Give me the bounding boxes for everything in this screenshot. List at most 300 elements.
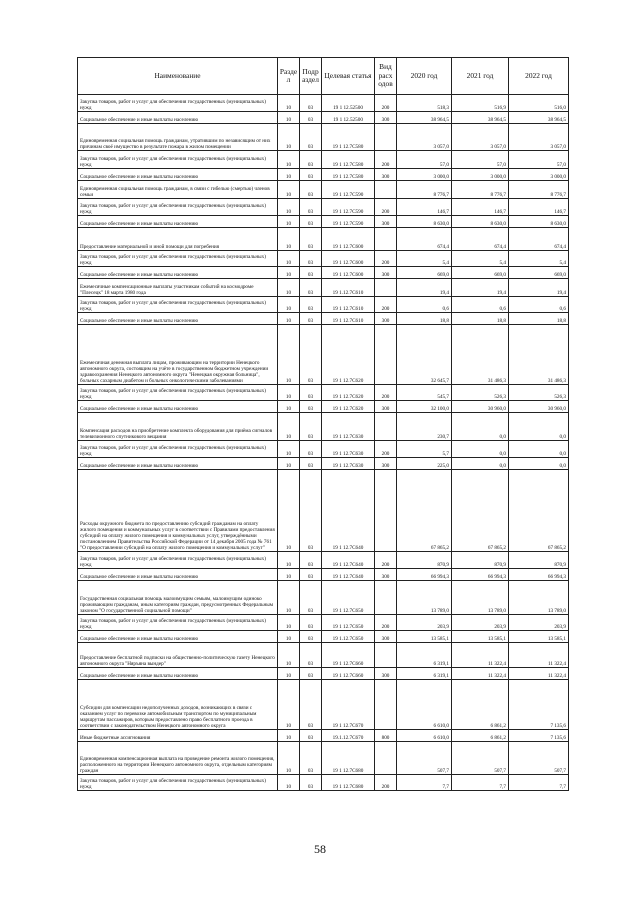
row-value-2020: 3 057,0: [397, 124, 452, 151]
row-target-article: 19 1 12.52500: [322, 95, 375, 112]
row-razdel: 10: [278, 279, 300, 297]
row-expense-type: 200: [375, 441, 397, 458]
row-razdel: 10: [278, 181, 300, 199]
row-value-2022: 0,0: [509, 413, 569, 441]
row-razdel: 10: [278, 643, 300, 668]
table-row: [78, 680, 569, 730]
row-value-2022: 507,7: [509, 742, 569, 775]
table-row: [78, 581, 569, 615]
table-row: [78, 401, 569, 413]
row-value-2021: 5,4: [452, 251, 509, 267]
row-name: Социальное обеспечение и иные выплаты населению: [78, 631, 278, 643]
row-value-2021: 0,6: [452, 297, 509, 313]
row-value-2021: 19,4: [452, 279, 509, 297]
table-row: [78, 169, 569, 181]
row-podrazdel: 03: [300, 112, 322, 124]
row-expense-type: [375, 470, 397, 552]
row-expense-type: 200: [375, 552, 397, 569]
row-name: Компенсация расходов на приобретение комплекта оборудования для приёма сигналов телевизионного спутникового вещания: [78, 413, 278, 441]
row-value-2022: 8 776,7: [509, 181, 569, 199]
row-razdel: 10: [278, 313, 300, 325]
header-2021: 2021 год: [452, 58, 509, 95]
row-podrazdel: 03: [300, 385, 322, 401]
row-name: Предоставление материальной и иной помощи для погребения: [78, 228, 278, 251]
row-expense-type: [375, 181, 397, 199]
row-value-2020: 19,4: [397, 279, 452, 297]
row-value-2021: 30 960,0: [452, 401, 509, 413]
row-razdel: 10: [278, 216, 300, 228]
row-razdel: 10: [278, 297, 300, 313]
row-name: Единовременная компенсационная выплата на проведение ремонта жилого помещения, расположенного на территории Ненецкого автономного округа, отдельным категориям граждан: [78, 742, 278, 775]
table-row: [78, 470, 569, 552]
row-podrazdel: 03: [300, 199, 322, 216]
row-name: Социальное обеспечение и иные выплаты населению: [78, 313, 278, 325]
row-razdel: 10: [278, 615, 300, 631]
row-value-2020: 18,8: [397, 313, 452, 325]
header-2020: 2020 год: [397, 58, 452, 95]
row-value-2022: 3 057,0: [509, 124, 569, 151]
row-expense-type: 300: [375, 169, 397, 181]
row-value-2022: 0,0: [509, 441, 569, 458]
row-name: Ежемесячные компенсационные выплаты участникам событий на космодроме "Плесецк" 18 марта 1980 года: [78, 279, 278, 297]
row-podrazdel: 03: [300, 668, 322, 680]
row-value-2022: 66 994,3: [509, 569, 569, 581]
row-name: Закупка товаров, работ и услуг для обеспечения государственных (муниципальных) нужд: [78, 615, 278, 631]
row-target-article: 19 1 12.7С580: [322, 151, 375, 169]
row-name: Предоставление бесплатной подписки на общественно-политическую газету Ненецкого автономного округа "Няръяна вындер": [78, 643, 278, 668]
row-target-article: 19 1 12.7С610: [322, 313, 375, 325]
row-razdel: 10: [278, 325, 300, 385]
row-podrazdel: 03: [300, 441, 322, 458]
table-row: [78, 643, 569, 668]
row-razdel: 10: [278, 668, 300, 680]
row-value-2020: 7,7: [397, 775, 452, 791]
row-value-2022: 669,0: [509, 267, 569, 279]
row-name: Социальное обеспечение и иные выплаты населению: [78, 458, 278, 470]
row-target-article: 19 1 12.7С620: [322, 385, 375, 401]
row-value-2021: 31 486,3: [452, 325, 509, 385]
row-target-article: 19 1 12.7С600: [322, 267, 375, 279]
row-expense-type: 300: [375, 267, 397, 279]
table-row: [78, 730, 569, 742]
table-row: [78, 631, 569, 643]
row-expense-type: [375, 325, 397, 385]
row-value-2022: 203,9: [509, 615, 569, 631]
row-value-2021: 11 322,4: [452, 668, 509, 680]
row-value-2020: 0,6: [397, 297, 452, 313]
row-name: Субсидии для компенсации недополученных доходов, возникающих в связи с оказанием услуг по перевозке автомобильным транспортом по муниципальным маршрутам пассажиров, которым предоставлено право бесплатного проезда в соответствии с законодательством Ненецкого автономного округа: [78, 680, 278, 730]
row-podrazdel: 03: [300, 124, 322, 151]
header-podrazdel: Подр аздел: [300, 58, 322, 95]
row-value-2020: 8 776,7: [397, 181, 452, 199]
row-name: Единовременная социальная помощь гражданам, в связи с гибелью (смертью) членов семьи: [78, 181, 278, 199]
table-row: [78, 251, 569, 267]
row-name: Социальное обеспечение и иные выплаты населению: [78, 216, 278, 228]
row-value-2022: 526,3: [509, 385, 569, 401]
row-value-2021: 3 057,0: [452, 124, 509, 151]
row-razdel: 10: [278, 124, 300, 151]
row-value-2020: 13 585,1: [397, 631, 452, 643]
row-value-2020: 6 319,1: [397, 643, 452, 668]
page-number: 58: [314, 842, 326, 856]
row-podrazdel: 03: [300, 267, 322, 279]
row-expense-type: 200: [375, 199, 397, 216]
row-value-2021: 146,7: [452, 199, 509, 216]
row-target-article: 19 1 12.7С640: [322, 569, 375, 581]
row-target-article: 19 1.12.7С610: [322, 279, 375, 297]
row-value-2022: 516,0: [509, 95, 569, 112]
row-value-2020: 6 319,1: [397, 668, 452, 680]
row-value-2020: 6 610,0: [397, 730, 452, 742]
row-razdel: 10: [278, 267, 300, 279]
row-razdel: 10: [278, 401, 300, 413]
row-value-2022: 7 135,6: [509, 680, 569, 730]
row-podrazdel: 03: [300, 631, 322, 643]
row-name: Закупка товаров, работ и услуг для обеспечения государственных (муниципальных) нужд: [78, 552, 278, 569]
row-value-2022: 8 630,0: [509, 216, 569, 228]
row-value-2020: 66 994,3: [397, 569, 452, 581]
row-value-2022: 67 865,2: [509, 470, 569, 552]
row-target-article: 19 1 12.7С590: [322, 216, 375, 228]
row-podrazdel: 03: [300, 297, 322, 313]
row-value-2021: 203,9: [452, 615, 509, 631]
row-value-2022: 13 585,1: [509, 631, 569, 643]
row-name: Единовременная социальная помощь гражданам, утратившим по независящим от них причинам своё имущество в результате пожара в жилом помещении: [78, 124, 278, 151]
row-target-article: 19 1 12.7С660: [322, 643, 375, 668]
row-razdel: 10: [278, 552, 300, 569]
row-name: Социальное обеспечение и иные выплаты населению: [78, 668, 278, 680]
table-row: [78, 151, 569, 169]
row-podrazdel: 03: [300, 615, 322, 631]
row-razdel: 10: [278, 169, 300, 181]
row-target-article: 19 1 12.7С580: [322, 169, 375, 181]
row-value-2020: 230,7: [397, 413, 452, 441]
row-razdel: 10: [278, 730, 300, 742]
row-value-2020: 32 100,0: [397, 401, 452, 413]
row-podrazdel: 03: [300, 313, 322, 325]
row-expense-type: 300: [375, 631, 397, 643]
row-razdel: 10: [278, 775, 300, 791]
row-razdel: 10: [278, 441, 300, 458]
row-value-2021: 11 322,4: [452, 643, 509, 668]
row-razdel: 10: [278, 458, 300, 470]
row-name: Закупка товаров, работ и услуг для обеспечения государственных (муниципальных) нужд: [78, 199, 278, 216]
row-value-2021: 0,0: [452, 441, 509, 458]
table-row: [78, 325, 569, 385]
header-2022: 2022 год: [509, 58, 569, 95]
table-row: [78, 458, 569, 470]
row-name: Закупка товаров, работ и услуг для обеспечения государственных (муниципальных) нужд: [78, 775, 278, 791]
row-value-2020: 507,7: [397, 742, 452, 775]
row-name: Социальное обеспечение и иные выплаты населению: [78, 267, 278, 279]
row-razdel: 10: [278, 112, 300, 124]
row-podrazdel: 03: [300, 775, 322, 791]
budget-table: [77, 57, 569, 791]
row-expense-type: [375, 124, 397, 151]
row-name: Социальное обеспечение и иные выплаты населению: [78, 112, 278, 124]
row-podrazdel: 03: [300, 552, 322, 569]
row-podrazdel: 03: [300, 470, 322, 552]
row-podrazdel: 03: [300, 95, 322, 112]
row-value-2020: 225,0: [397, 458, 452, 470]
row-value-2021: 6 861,2: [452, 680, 509, 730]
row-value-2021: 57,0: [452, 151, 509, 169]
row-podrazdel: 03: [300, 151, 322, 169]
row-value-2022: 30 960,0: [509, 401, 569, 413]
row-target-article: 19 1 12.7С620: [322, 401, 375, 413]
row-razdel: 10: [278, 413, 300, 441]
row-value-2022: 146,7: [509, 199, 569, 216]
table-row: [78, 668, 569, 680]
row-name: Государственная социальная помощь малоимущим семьям, малоимущим одиноко проживающим гражданам, иным категориям граждан, предусмотренных Федеральным законом "О государственной социальной помощи": [78, 581, 278, 615]
row-value-2022: 0,6: [509, 297, 569, 313]
row-name: Закупка товаров, работ и услуг для обеспечения государственных (муниципальных) нужд: [78, 151, 278, 169]
row-podrazdel: 03: [300, 251, 322, 267]
row-razdel: 10: [278, 581, 300, 615]
row-expense-type: [375, 279, 397, 297]
row-value-2021: 516,9: [452, 95, 509, 112]
row-target-article: 19 1 12.7С620: [322, 325, 375, 385]
row-target-article: 19 1 12.7С590: [322, 181, 375, 199]
row-value-2021: 674,4: [452, 228, 509, 251]
row-expense-type: 200: [375, 615, 397, 631]
row-name: Иные бюджетные ассигнования: [78, 730, 278, 742]
row-podrazdel: 03: [300, 169, 322, 181]
row-expense-type: [375, 643, 397, 668]
row-value-2020: 32 645,7: [397, 325, 452, 385]
table-row: [78, 112, 569, 124]
table-row: [78, 413, 569, 441]
table-row: [78, 742, 569, 775]
table-row: [78, 313, 569, 325]
table-row: [78, 216, 569, 228]
row-value-2022: 31 486,3: [509, 325, 569, 385]
row-name: Расходы окружного бюджета по предоставлению субсидий гражданам на оплату жилого помещения и коммунальных услуг в соответствии с Правилами предоставления субсидий на оплату жилого помещения и коммунальных услуг, утверждёнными постановлением Правительства Российской Федерации от 14 декабря 2005 года № 761 "О предоставлении субсидий на оплату жилого помещения и коммунальных услуг": [78, 470, 278, 552]
row-value-2022: 5,4: [509, 251, 569, 267]
row-razdel: 10: [278, 631, 300, 643]
row-value-2021: 66 994,3: [452, 569, 509, 581]
row-value-2022: 3 000,0: [509, 169, 569, 181]
row-value-2022: 7,7: [509, 775, 569, 791]
row-expense-type: 200: [375, 385, 397, 401]
table-row: [78, 228, 569, 251]
table-row: [78, 297, 569, 313]
row-podrazdel: 03: [300, 228, 322, 251]
row-value-2021: 669,0: [452, 267, 509, 279]
row-podrazdel: 03: [300, 216, 322, 228]
row-name: Закупка товаров, работ и услуг для обеспечения государственных (муниципальных) нужд: [78, 251, 278, 267]
row-value-2021: 6 861,2: [452, 730, 509, 742]
row-value-2021: 507,7: [452, 742, 509, 775]
row-target-article: 19 1 12.7С610: [322, 297, 375, 313]
row-value-2020: 518,3: [397, 95, 452, 112]
row-value-2022: 674,4: [509, 228, 569, 251]
row-expense-type: 300: [375, 216, 397, 228]
row-expense-type: 200: [375, 775, 397, 791]
table-row: [78, 95, 569, 112]
row-name: Ежемесячная денежная выплата лицам, проживающим на территории Ненецкого автономного округа, состоящим на учёте в государственном бюджетном учреждении здравоохранения Ненецкого автономного округа "Ненецкая окружная больница", больных сахарным диабетом и больных онкологическими заболеваниями: [78, 325, 278, 385]
row-value-2020: 203,9: [397, 615, 452, 631]
row-value-2020: 5,4: [397, 251, 452, 267]
row-value-2021: 7,7: [452, 775, 509, 791]
header-expense-type: Вид расх одов: [375, 58, 397, 95]
row-target-article: 19 1 12.7С600: [322, 228, 375, 251]
row-value-2020: 674,4: [397, 228, 452, 251]
row-value-2022: 870,9: [509, 552, 569, 569]
row-value-2022: 11 322,4: [509, 668, 569, 680]
row-target-article: 19 1 12.7С630: [322, 413, 375, 441]
row-value-2021: 870,9: [452, 552, 509, 569]
row-value-2022: 19,4: [509, 279, 569, 297]
row-value-2021: 8 630,0: [452, 216, 509, 228]
row-podrazdel: 03: [300, 730, 322, 742]
row-target-article: 19 1 12.7С590: [322, 199, 375, 216]
table-row: [78, 385, 569, 401]
row-razdel: 10: [278, 251, 300, 267]
row-expense-type: 200: [375, 95, 397, 112]
row-expense-type: [375, 228, 397, 251]
row-target-article: 19 1 12.7С680: [322, 742, 375, 775]
row-value-2020: 5,7: [397, 441, 452, 458]
row-razdel: 10: [278, 470, 300, 552]
row-value-2020: 67 865,2: [397, 470, 452, 552]
row-target-article: 19 1.12.7С650: [322, 631, 375, 643]
row-expense-type: 300: [375, 458, 397, 470]
row-name: Закупка товаров, работ и услуг для обеспечения государственных (муниципальных) нужд: [78, 95, 278, 112]
row-name: Закупка товаров, работ и услуг для обеспечения государственных (муниципальных) нужд: [78, 385, 278, 401]
table-row: [78, 124, 569, 151]
row-expense-type: 300: [375, 401, 397, 413]
row-name: Закупка товаров, работ и услуг для обеспечения государственных (муниципальных) нужд: [78, 297, 278, 313]
row-value-2021: 8 776,7: [452, 181, 509, 199]
row-podrazdel: 03: [300, 569, 322, 581]
table-row: [78, 552, 569, 569]
row-value-2020: 870,9: [397, 552, 452, 569]
row-value-2021: 526,3: [452, 385, 509, 401]
row-podrazdel: 03: [300, 413, 322, 441]
row-expense-type: 800: [375, 730, 397, 742]
row-target-article: 19 1 12.7С640: [322, 470, 375, 552]
row-value-2022: 11 322,4: [509, 643, 569, 668]
row-value-2022: 38 964,5: [509, 112, 569, 124]
row-target-article: 19 1 12.7С630: [322, 458, 375, 470]
row-expense-type: 300: [375, 668, 397, 680]
row-target-article: 19 1 12.7С580: [322, 124, 375, 151]
table-row: [78, 181, 569, 199]
row-name: Социальное обеспечение и иные выплаты населению: [78, 401, 278, 413]
table-row: [78, 279, 569, 297]
row-razdel: 10: [278, 742, 300, 775]
row-target-article: 19.1.12.7С670: [322, 730, 375, 742]
row-value-2020: 6 610,0: [397, 680, 452, 730]
table-row: [78, 441, 569, 458]
row-target-article: 19 1 12.7С650: [322, 615, 375, 631]
row-value-2022: 0,0: [509, 458, 569, 470]
row-value-2020: 38 964,5: [397, 112, 452, 124]
row-value-2021: 0,0: [452, 413, 509, 441]
row-podrazdel: 03: [300, 181, 322, 199]
row-target-article: 19 1 12.7С600: [322, 251, 375, 267]
row-target-article: 19 1 12.7С650: [322, 581, 375, 615]
table-row: [78, 569, 569, 581]
header-razdel: Разде л: [278, 58, 300, 95]
row-expense-type: [375, 413, 397, 441]
row-target-article: 19 1 12.7С670: [322, 680, 375, 730]
row-expense-type: 200: [375, 251, 397, 267]
row-target-article: 19 1 12.7С680: [322, 775, 375, 791]
row-expense-type: [375, 680, 397, 730]
row-name: Социальное обеспечение и иные выплаты населению: [78, 569, 278, 581]
row-value-2021: 0,0: [452, 458, 509, 470]
row-value-2021: 13 585,1: [452, 631, 509, 643]
row-target-article: 19 1 12.7С660: [322, 668, 375, 680]
table-row: [78, 267, 569, 279]
row-expense-type: 300: [375, 112, 397, 124]
row-value-2020: 669,0: [397, 267, 452, 279]
row-value-2022: 57,0: [509, 151, 569, 169]
row-podrazdel: 03: [300, 458, 322, 470]
row-expense-type: 200: [375, 151, 397, 169]
row-value-2020: 545,7: [397, 385, 452, 401]
row-value-2021: 67 865,2: [452, 470, 509, 552]
row-value-2022: 7 135,6: [509, 730, 569, 742]
row-value-2020: 13 789,0: [397, 581, 452, 615]
header-name: Наименование: [78, 58, 278, 95]
row-target-article: 19 1 12.7С630: [322, 441, 375, 458]
row-value-2022: 13 789,0: [509, 581, 569, 615]
row-podrazdel: 03: [300, 643, 322, 668]
row-razdel: 10: [278, 569, 300, 581]
row-value-2020: 8 630,0: [397, 216, 452, 228]
row-name: Социальное обеспечение и иные выплаты населению: [78, 169, 278, 181]
row-podrazdel: 03: [300, 279, 322, 297]
table-header-row: [78, 58, 569, 95]
row-value-2022: 18,8: [509, 313, 569, 325]
row-value-2021: 3 000,0: [452, 169, 509, 181]
row-value-2021: 38 964,5: [452, 112, 509, 124]
row-razdel: 10: [278, 199, 300, 216]
row-expense-type: 200: [375, 297, 397, 313]
row-expense-type: 300: [375, 569, 397, 581]
row-expense-type: [375, 581, 397, 615]
row-value-2021: 13 789,0: [452, 581, 509, 615]
row-value-2020: 57,0: [397, 151, 452, 169]
row-target-article: 19 1 12.52500: [322, 112, 375, 124]
row-expense-type: [375, 742, 397, 775]
row-razdel: 10: [278, 385, 300, 401]
row-razdel: 10: [278, 680, 300, 730]
row-razdel: 10: [278, 95, 300, 112]
row-podrazdel: 03: [300, 325, 322, 385]
row-podrazdel: 03: [300, 742, 322, 775]
table-row: [78, 775, 569, 791]
row-razdel: 10: [278, 228, 300, 251]
table-row: [78, 199, 569, 216]
row-podrazdel: 03: [300, 680, 322, 730]
header-target-article: Целевая статья: [322, 58, 375, 95]
row-expense-type: 300: [375, 313, 397, 325]
table-row: [78, 615, 569, 631]
row-name: Закупка товаров, работ и услуг для обеспечения государственных (муниципальных) нужд: [78, 441, 278, 458]
table-body: [78, 95, 569, 791]
row-podrazdel: 03: [300, 581, 322, 615]
row-value-2021: 18,8: [452, 313, 509, 325]
row-value-2020: 146,7: [397, 199, 452, 216]
row-target-article: 19 1 12.7С640: [322, 552, 375, 569]
row-value-2020: 3 000,0: [397, 169, 452, 181]
row-razdel: 10: [278, 151, 300, 169]
row-podrazdel: 03: [300, 401, 322, 413]
